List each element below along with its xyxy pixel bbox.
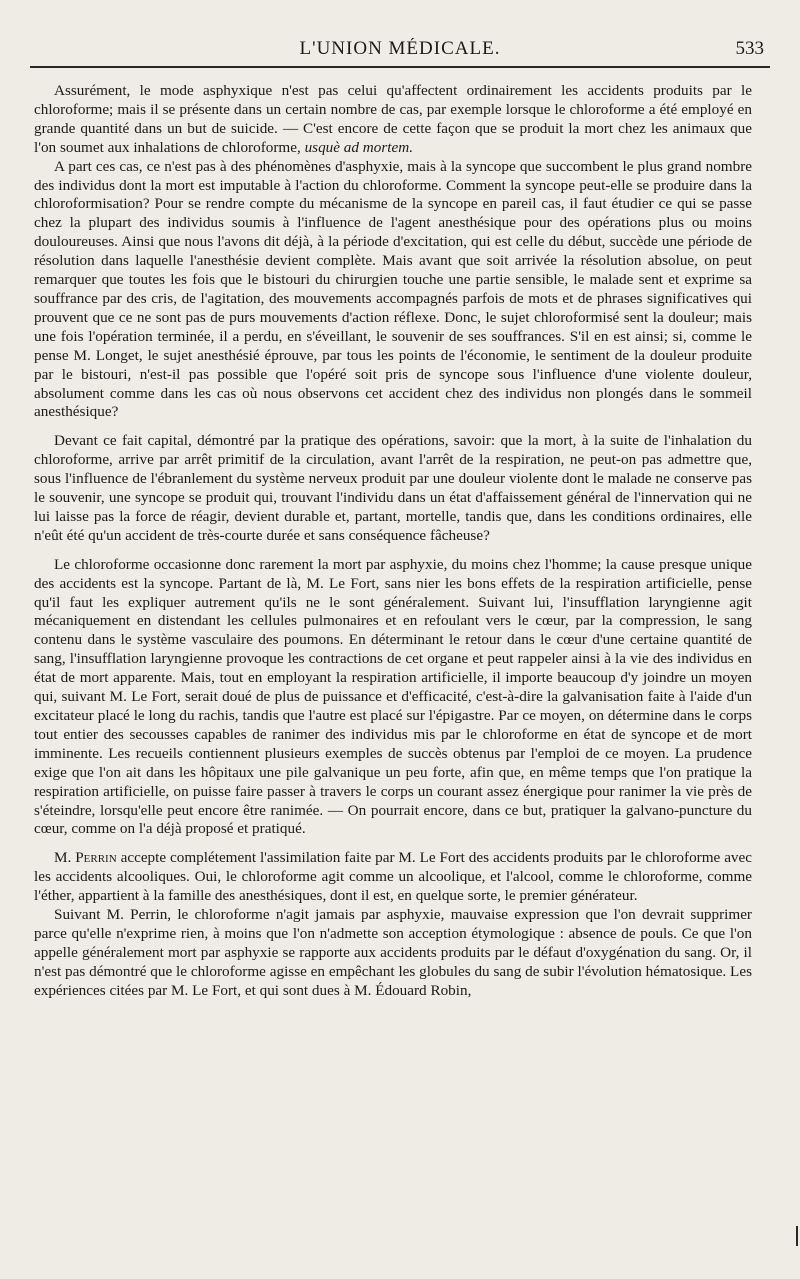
latin-phrase: usquè ad mortem. [304,138,413,156]
paragraph-asphyxia-text: Assurément, le mode asphyxique n'est pas celui qu'affectent ordinairement les accidents produits par le chloroforme; mais il se présente dans un certain nombre de cas, par exemple lorsque le chloroforme a été employé en grande quantité dans un but de suicide. — C'est encore de cette façon que se produit la mort chez les animaux que l'on soumet aux inhalations de chloroforme, [34,82,752,156]
paragraph-le-fort: Le chloroforme occasionne donc rarement la mort par asphyxie, du moins chez l'homme; la cause presque unique des accidents est la syncope. Partant de là, M. Le Fort, sans nier les bons effets de la respiration artificielle, pense qu'il faut les expliquer autrement qu'ils ne le sont généralement. Suivant lui, l'insufflation laryngienne agit mécaniquement en distendant les cellules pulmonaires et en refoulant vers le cœur, par la compression, le sang contenu dans le système vasculaire des poumons. En déterminant le retour dans le cœur d'une certaine quantité de sang, l'insufflation laryngienne provoque les contractions de cet organe et peut rappeler ainsi à la vie des individus en état de mort apparente. Mais, tout en employant la respiration artificielle, il importe beaucoup d'y joindre un moyen qui, suivant M. Le Fort, serait doué de plus de puissance et d'efficacité, c'est-à-dire la galvanisation faite à l'aide d'un excitateur placé le long du rachis, tandis que l'autre est placé sur l'épigastre. Par ce moyen, on détermine dans le corps tout entier des secousses capables de ranimer des individus mis par le chloroforme en état de syncope et de mort imminente. Les recueils contiennent plusieurs exemples de succès obtenus par l'emploi de ce moyen. La prudence exige que l'on ait dans les hôpitaux une pile galvanique un peu forte, afin que, en même temps que l'on pratique la respiration artificielle, on puisse faire passer à travers le corps un courant assez énergique pour ranimer la vie près de s'éteindre, lorsqu'elle peut encore être ranimée. — On pourrait encore, dans ce but, pratiquer la galvano-puncture du cœur, comme on l'a déjà proposé et pratiqué. [34,555,752,838]
page-number: 533 [735,38,764,59]
paragraph-capital-fact: Devant ce fait capital, démontré par la pratique des opérations, savoir: que la mort, à la suite de l'inhalation du chloroforme, arrive par arrêt primitif de la circulation, avant l'arrêt de la respiration, ne peut-on pas admettre que, sous l'influence de l'ébranlement du système nerveux produit par une douleur violente dont le malade ne conserve pas le souvenir, une syncope se produit qui, trouvant l'individu dans un état d'affaissement général de l'innervation qui ne lui laisse pas la force de réagir, devient durable et, partant, mortelle, tandis que, dans les conditions ordinaires, elle n'eût été qu'un accident de très-courte durée et sans conséquence fâcheuse? [34,432,752,544]
speaker-name: M. Perrin [54,849,117,867]
paragraph-perrin-text: accepte complétement l'assimilation faite par M. Le Fort des accidents produits par le chloroforme avec les accidents alcooliques. Oui, le chloroforme agit comme un alcoolique, et l'alcool, comme le chloroforme, comme l'éther, appartient à la famille des anesthésiques, dont il est, en quelque sorte, le premier générateur. [34,849,753,905]
page-header [30,38,770,68]
journal-page [30,38,770,1263]
running-title: L'UNION MÉDICALE. [299,38,501,59]
article-body [34,82,752,1001]
paragraph-asphyxia [34,82,752,158]
margin-mark [796,1226,798,1246]
paragraph-perrin [34,849,752,906]
paragraph-syncope: A part ces cas, ce n'est pas à des phénomènes d'asphyxie, mais à la syncope que succombent le plus grand nombre des individus dont la mort est imputable à l'action du chloroforme. Comment la syncope peut-elle se produire dans la chloroformisation? Pour se rendre compte du mécanisme de la syncope en pareil cas, il faut étudier ce qui se passe chez la plupart des individus soumis à l'influence de l'agent anesthésique pour des opérations plus ou moins douloureuses. Ainsi que nous l'avons dit déjà, à la période d'excitation, qui est celle du début, succède une période de résolution dans laquelle l'anesthésie devient complète. Mais avant que soit arrivée la résolution absolue, on peut remarquer que toutes les fois que le bistouri du chirurgien touche une partie sensible, le malade sent et exprime sa souffrance par des cris, de l'agitation, des mouvements accompagnés parfois de mots et de phrases significatives qui prouvent que ce ne sont pas de purs mouvements d'action réflexe. Donc, le sujet chloroformisé sent la douleur; mais une fois l'opération terminée, il a perdu, en s'éveillant, le souvenir de ses souffrances. S'il en est ainsi; si, comme le pense M. Longet, le sujet anesthésié éprouve, par tous les points de l'économie, le sentiment de la douleur produite par le bistouri, n'est-il pas possible que l'opéré soit pris de syncope sous l'influence d'une violente douleur, absolument comme dans les cas où nous observons cet accident chez des individus non plongés dans le sommeil anesthésique? [34,157,752,421]
paragraph-perrin-asphyxia: Suivant M. Perrin, le chloroforme n'agit jamais par asphyxie, mauvaise expression que l'on devrait supprimer parce qu'elle n'exprime rien, à moins que l'on n'admette son acception étymologique : absence de pouls. Ce que l'on appelle généralement mort par asphyxie se rapporte aux accidents produits par le défaut d'oxygénation du sang. Or, il n'est pas démontré que le chloroforme agisse en empêchant les globules du sang de subir l'évolution hématosique. Les expériences citées par M. Le Fort, et qui sont dues à M. Édouard Robin, [34,906,752,999]
